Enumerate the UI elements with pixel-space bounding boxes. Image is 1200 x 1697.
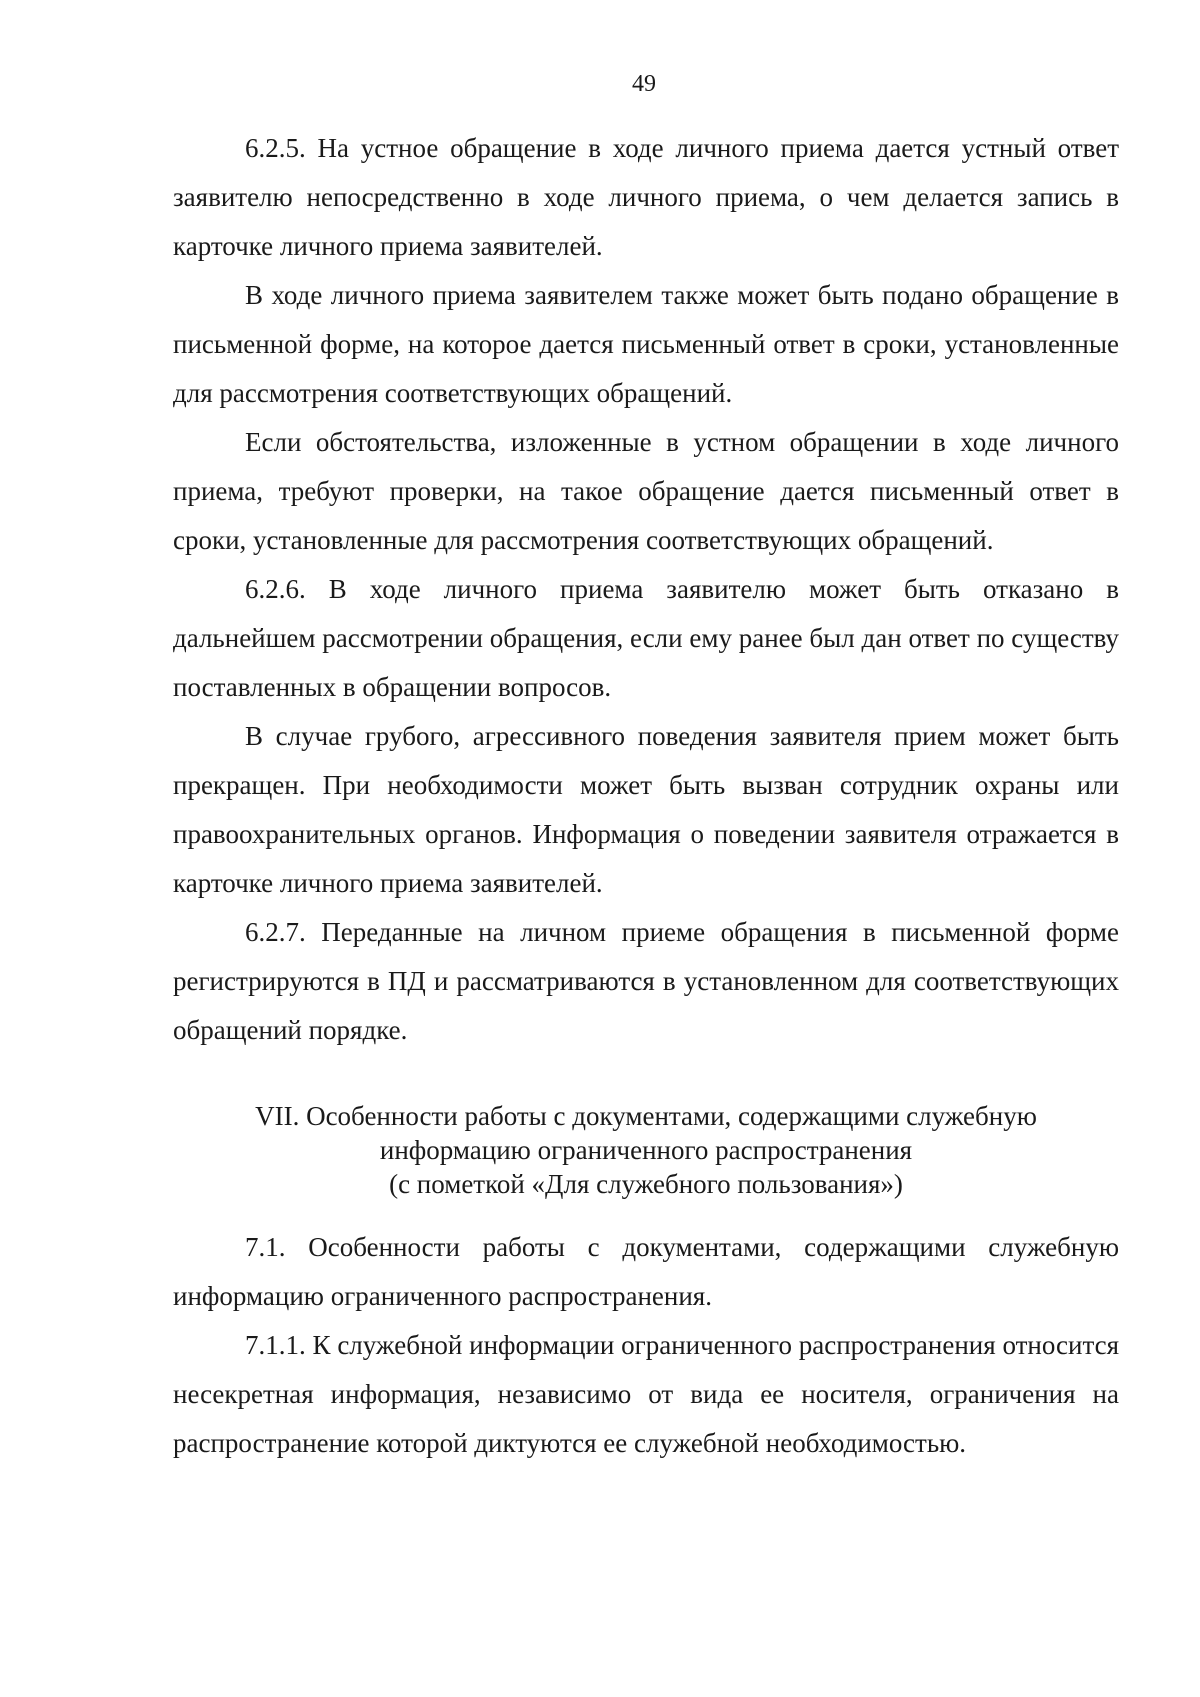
paragraph-7-1-1: 7.1.1. К служебной информации ограниченного распространения относится несекретная информация, независимо от вида ее носителя, ограничения на распространение которой диктуются ее служебной необходимостью. (173, 1330, 1119, 1458)
section-heading-line-2: информацию ограниченного распространения (379, 1135, 913, 1165)
paragraph-7-1: 7.1. Особенности работы с документами, содержащими служебную информацию ограниченного распространения. (173, 1232, 1119, 1311)
paragraph-6-2-6: 6.2.6. В ходе личного приема заявителю может быть отказано в дальнейшем рассмотрении обращения, если ему ранее был дан ответ по существу поставленных в обращении вопросов. (173, 574, 1119, 702)
paragraph-6-2-7: 6.2.7. Переданные на личном приеме обращения в письменной форме регистрируются в ПД и рассматриваются в установленном для соответствующих обращений порядке. (173, 917, 1119, 1045)
paragraph-6-2-5: 6.2.5. На устное обращение в ходе личного приема дается устный ответ заявителю непосредственно в ходе личного приема, о чем делается запись в карточке личного приема заявителей. (173, 133, 1119, 261)
section-heading-line-1: VII. Особенности работы с документами, содержащими служебную (255, 1101, 1037, 1131)
section-heading-line-3: (с пометкой «Для служебного пользования») (389, 1169, 903, 1199)
section-spacer (173, 1201, 1119, 1223)
section-heading (173, 1099, 1119, 1201)
page-number: 49 (632, 71, 656, 97)
paragraph-aggressive-behavior: В случае грубого, агрессивного поведения заявителя прием может быть прекращен. При необходимости может быть вызван сотрудник охраны или правоохранительных органов. Информация о поведении заявителя отражается в карточке личного приема заявителей. (173, 721, 1119, 898)
document-body (173, 124, 1119, 1468)
paragraph-verification: Если обстоятельства, изложенные в устном обращении в ходе личного приема, требуют проверки, на такое обращение дается письменный ответ в сроки, установленные для рассмотрения соответствующих обращений. (173, 427, 1119, 555)
paragraph-written-appeal: В ходе личного приема заявителем также может быть подано обращение в письменной форме, на которое дается письменный ответ в сроки, установленные для рассмотрения соответствующих обращений. (173, 280, 1119, 408)
